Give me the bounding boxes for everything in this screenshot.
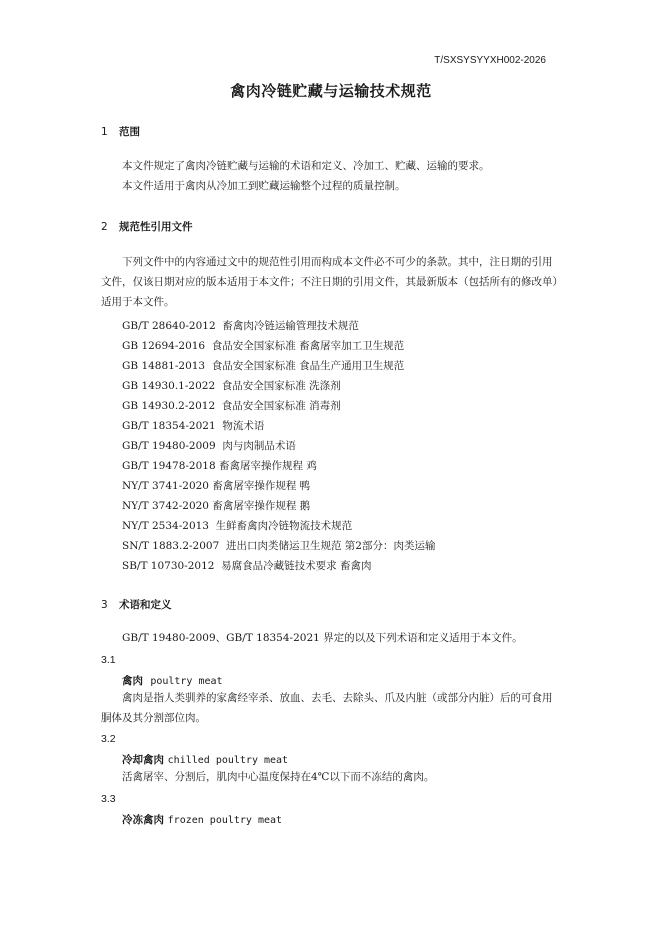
scope-paragraph-2: 本文件适用于禽肉从冷加工到贮藏运输整个过程的质量控制。 — [122, 180, 406, 192]
document-title: 禽肉冷链贮藏与运输技术规范 — [230, 82, 432, 100]
scope-paragraph-1: 本文件规定了禽肉冷链贮藏与运输的术语和定义、冷加工、贮藏、运输的要求。 — [122, 160, 490, 172]
term-number: 3.2 — [101, 733, 116, 745]
reference-item: SN/T 1883.2-2007 进出口肉类储运卫生规范 第2部分：肉类运输 — [122, 540, 436, 552]
section-number: 1 — [101, 126, 108, 138]
reference-item: GB 14930.2-2012 食品安全国家标准 消毒剂 — [122, 400, 341, 412]
term-definition: 活禽屠宰、分割后，肌肉中心温度保持在4℃以下而不冻结的禽肉。 — [122, 771, 435, 783]
term-name-en: poultry meat — [150, 676, 223, 687]
reference-item: GB 12694-2016 食品安全国家标准 畜禽屠宰加工卫生规范 — [122, 340, 405, 352]
reference-item: GB/T 19478-2018 畜禽屠宰操作规程 鸡 — [122, 460, 317, 472]
reference-item: GB/T 19480-2009 肉与肉制品术语 — [122, 440, 296, 452]
section-number: 3 — [101, 599, 108, 611]
term-name — [122, 812, 282, 827]
section-title: 范围 — [119, 126, 140, 138]
reference-item: GB 14881-2013 食品安全国家标准 食品生产通用卫生规范 — [122, 360, 405, 372]
term-name-en: chilled poultry meat — [167, 755, 289, 766]
section-heading-terms — [101, 597, 172, 612]
term-name — [122, 673, 223, 688]
section-heading-references — [101, 219, 193, 234]
section-heading-scope — [101, 124, 140, 139]
document-code: T/SXSYSYYXH002-2026 — [434, 55, 546, 66]
reference-item: NY/T 3742-2020 畜禽屠宰操作规程 鹅 — [122, 500, 311, 512]
terms-intro: GB/T 19480-2009、GB/T 18354-2021 界定的以及下列术语和定义适用于本文件。 — [122, 632, 523, 644]
term-number: 3.3 — [101, 793, 116, 805]
term-name — [122, 752, 288, 767]
section-number: 2 — [101, 221, 108, 233]
term-number: 3.1 — [101, 654, 116, 666]
term-name-zh: 冷冻禽肉 — [122, 814, 164, 826]
section-title: 规范性引用文件 — [119, 221, 193, 233]
reference-item: GB/T 18354-2021 物流术语 — [122, 420, 265, 432]
reference-item: NY/T 2534-2013 生鲜畜禽肉冷链物流技术规范 — [122, 520, 353, 532]
term-name-zh: 禽肉 — [122, 675, 143, 687]
term-definition: 禽肉是指人类驯养的家禽经宰杀、放血、去毛、去除头、爪及内脏（或部分内脏）后的可食用胴体及其分割部位肉。 — [101, 692, 553, 724]
term-name-zh: 冷却禽肉 — [122, 754, 164, 766]
reference-item: NY/T 3741-2020 畜禽屠宰操作规程 鸭 — [122, 480, 311, 492]
references-intro: 下列文件中的内容通过文中的规范性引用而构成本文件必不可少的条款。其中，注日期的引用文件，仅该日期对应的版本适用于本文件；不注日期的引用文件，其最新版本（包括所有的修改单）适用于本文件。 — [101, 256, 558, 308]
reference-item: GB 14930.1-2022 食品安全国家标准 洗涤剂 — [122, 380, 341, 392]
section-title: 术语和定义 — [119, 599, 172, 611]
reference-item: GB/T 28640-2012 畜禽肉冷链运输管理技术规范 — [122, 320, 359, 332]
reference-item: SB/T 10730-2012 易腐食品冷藏链技术要求 畜禽肉 — [122, 560, 372, 572]
term-name-en: frozen poultry meat — [167, 815, 283, 826]
